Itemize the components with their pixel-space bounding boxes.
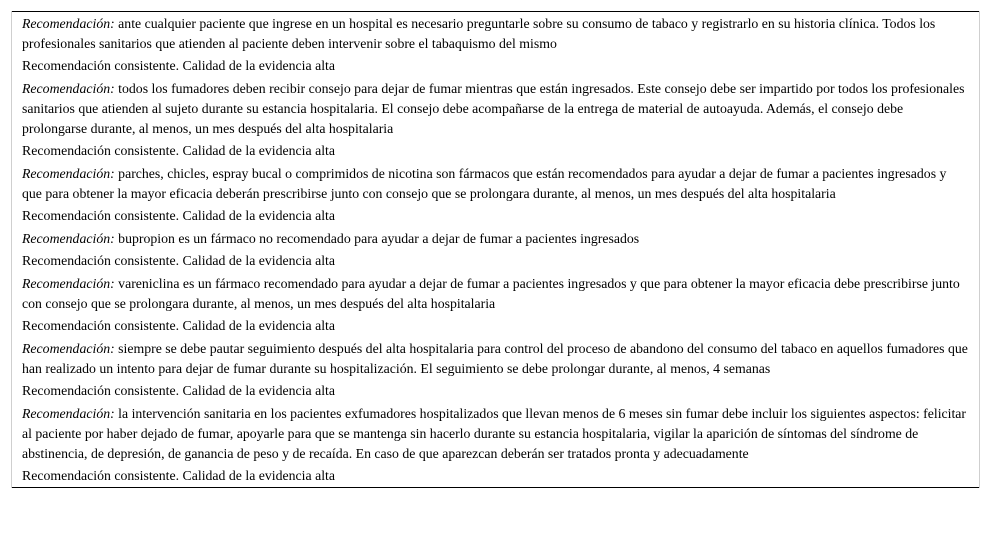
evidence-row [12, 140, 980, 162]
evidence-cell: Recomendación consistente. Calidad de la evidencia alta [12, 55, 980, 77]
recommendation-label: Recomendación: [22, 166, 115, 181]
recommendation-label: Recomendación: [22, 406, 115, 421]
recommendation-label: Recomendación: [22, 81, 115, 96]
recommendation-text: todos los fumadores deben recibir consejo para dejar de fumar mientras que están ingresados. Este consejo debe ser impartido por todos los profesionales sanitarios que atienden al sujeto durante su estancia hospitalaria. El consejo debe acompañarse de la entrega de material de autoayuda. Además, el consejo debe prolongarse durante, al menos, un mes después del alta hospitalaria [22, 81, 965, 136]
evidence-cell: Recomendación consistente. Calidad de la evidencia alta [12, 465, 980, 488]
recommendation-label: Recomendación: [22, 231, 115, 246]
recommendation-row [12, 272, 980, 315]
recommendation-text: parches, chicles, espray bucal o comprimidos de nicotina son fármacos que están recomendados para ayudar a dejar de fumar a pacientes ingresados y que para obtener la mayor eficacia deberán prescribirse junto con consejo que se prolongara durante, al menos, un mes después del alta hospitalaria [22, 166, 947, 201]
evidence-row [12, 55, 980, 77]
recommendation-cell [12, 162, 980, 205]
recommendation-row [12, 337, 980, 380]
recommendation-cell [12, 12, 980, 56]
recommendation-row [12, 12, 980, 56]
recommendation-cell [12, 272, 980, 315]
recommendation-row [12, 227, 980, 250]
recommendation-text: la intervención sanitaria en los pacientes exfumadores hospitalizados que llevan menos de 6 meses sin fumar debe incluir los siguientes aspectos: felicitar al paciente por haber dejado de fumar, apoyarle para que se mantenga sin hacerlo durante su estancia hospitalaria, vigilar la aparición de síntomas del síndrome de abstinencia, de depresión, de ganancia de peso y de recaída. En caso de que aparezcan deberán ser tratados pronta y adecuadamente [22, 406, 967, 461]
recommendation-label: Recomendación: [22, 341, 115, 356]
recommendation-cell [12, 77, 980, 140]
evidence-cell: Recomendación consistente. Calidad de la evidencia alta [12, 140, 980, 162]
evidence-row [12, 465, 980, 488]
evidence-cell: Recomendación consistente. Calidad de la evidencia alta [12, 315, 980, 337]
evidence-cell: Recomendación consistente. Calidad de la evidencia alta [12, 250, 980, 272]
recommendation-label: Recomendación: [22, 16, 115, 31]
evidence-row [12, 315, 980, 337]
recommendation-text: vareniclina es un fármaco recomendado para ayudar a dejar de fumar a pacientes ingresados y que para obtener la mayor eficacia debe prescribirse junto con consejo que se prolongara durante, al menos, un mes después del alta hospitalaria [22, 276, 960, 311]
recommendation-cell [12, 402, 980, 465]
recommendation-text: bupropion es un fármaco no recomendado para ayudar a dejar de fumar a pacientes ingresados [114, 231, 640, 246]
evidence-row [12, 205, 980, 227]
recommendation-row [12, 77, 980, 140]
evidence-cell: Recomendación consistente. Calidad de la evidencia alta [12, 205, 980, 227]
recommendation-label: Recomendación: [22, 276, 115, 291]
recommendation-text: ante cualquier paciente que ingrese en un hospital es necesario preguntarle sobre su consumo de tabaco y registrarlo en su historia clínica. Todos los profesionales sanitarios que atienden al paciente deben intervenir sobre el tabaquismo del mismo [22, 16, 936, 51]
recommendation-cell [12, 227, 980, 250]
recommendation-row [12, 402, 980, 465]
evidence-row [12, 250, 980, 272]
recommendation-text: siempre se debe pautar seguimiento después del alta hospitalaria para control del proceso de abandono del consumo del tabaco en aquellos fumadores que han realizado un intento para dejar de fumar durante su hospitalización. El seguimiento se debe prolongar durante, al menos, 4 semanas [22, 341, 968, 376]
evidence-cell: Recomendación consistente. Calidad de la evidencia alta [12, 380, 980, 402]
evidence-row [12, 380, 980, 402]
recommendations-table [11, 11, 980, 488]
recommendation-cell [12, 337, 980, 380]
recommendation-row [12, 162, 980, 205]
recommendations-table-body [12, 12, 980, 488]
